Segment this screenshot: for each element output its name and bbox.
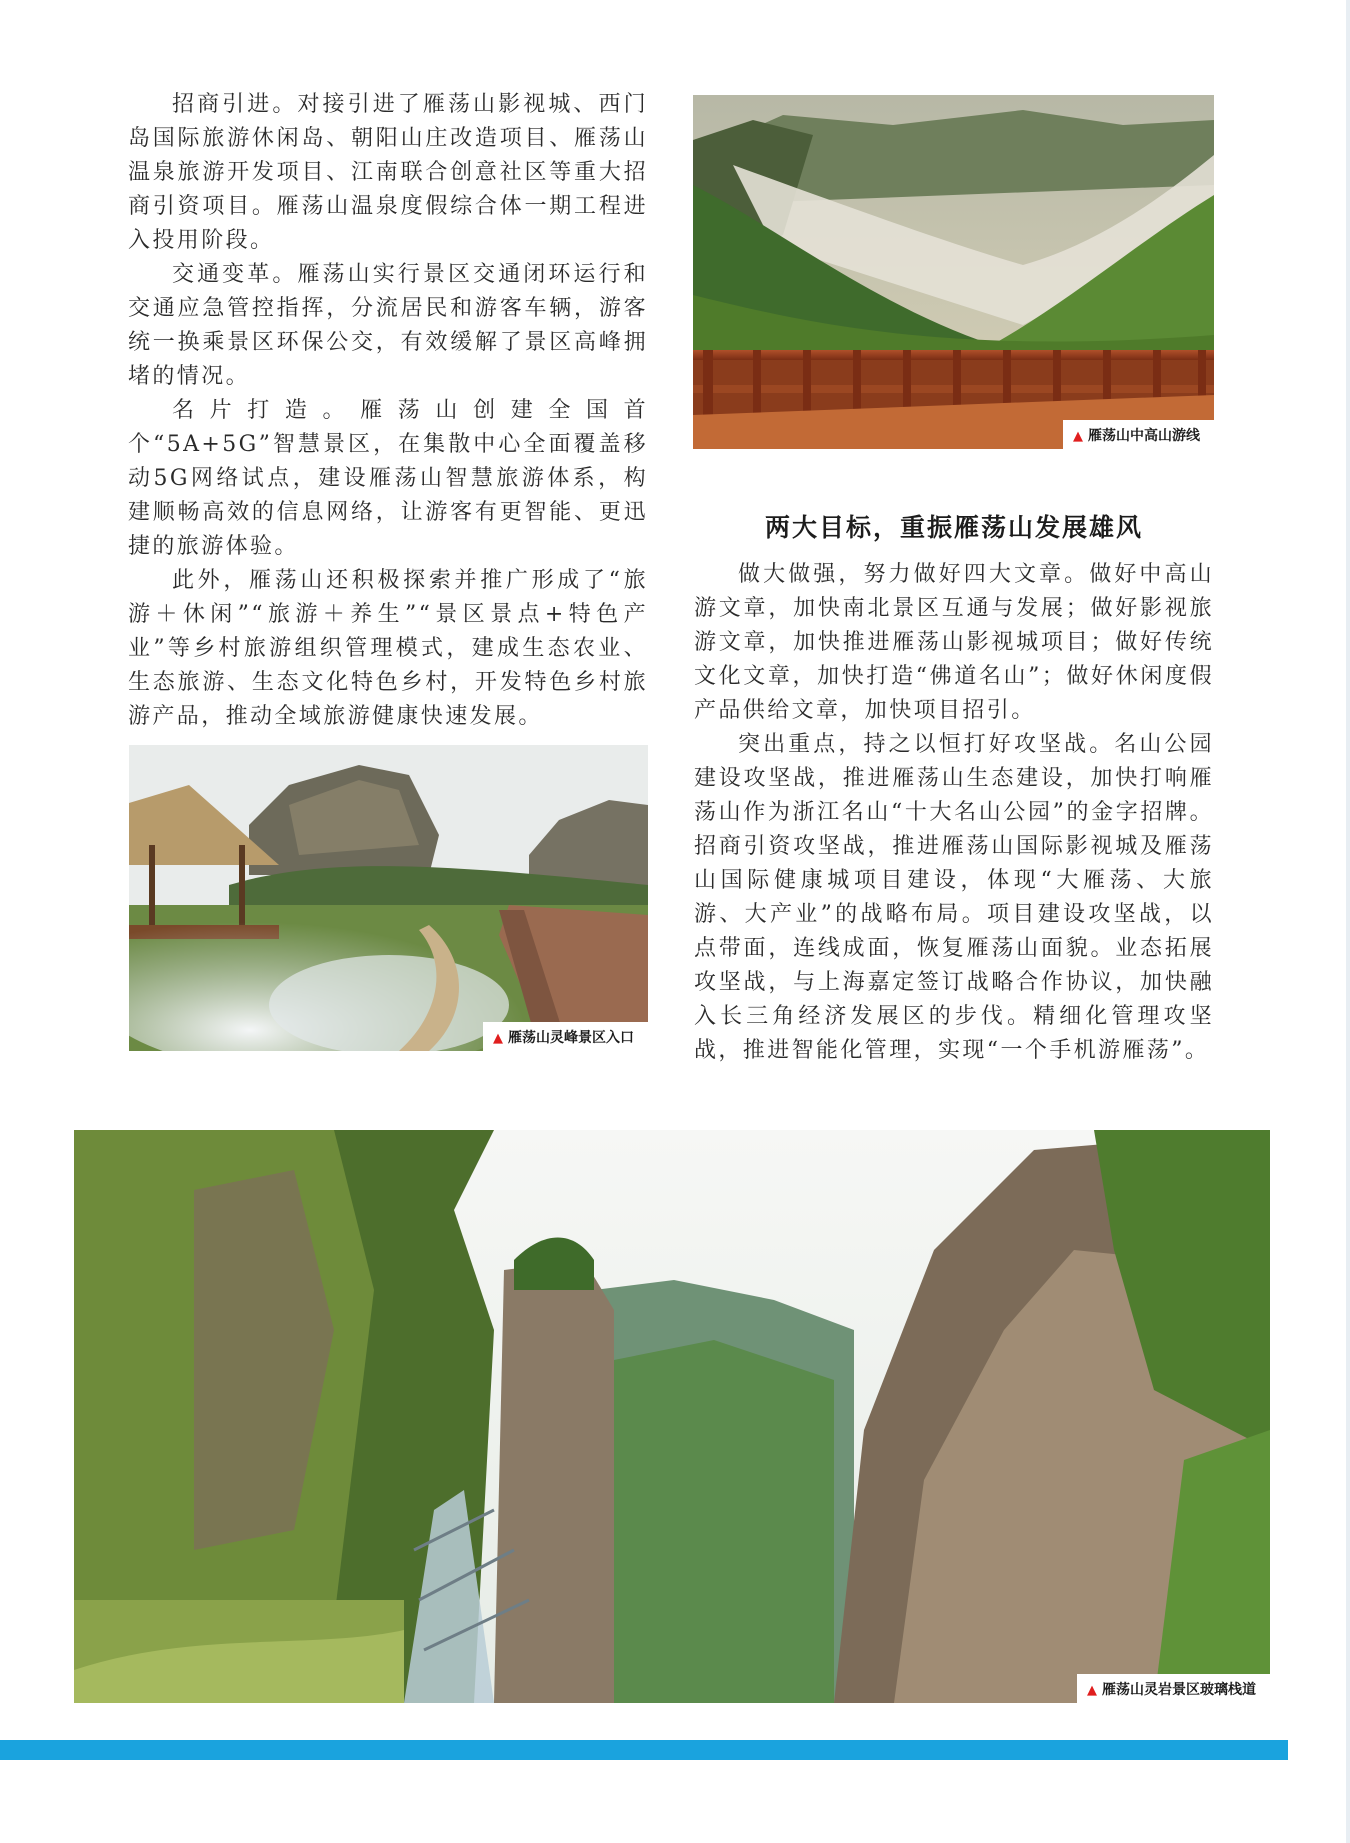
left-column-text — [128, 88, 648, 734]
photo-mountain-trail — [693, 95, 1214, 449]
cliff-gorge-image — [74, 1130, 1270, 1703]
photo-lingfeng-entrance — [129, 745, 648, 1051]
paragraph-branding: 名片打造。雁荡山创建全国首个“5A+5G”智慧景区，在集散中心全面覆盖移动5G网络试点，建设雁荡山智慧旅游体系，构建顺畅高效的信息网络，让游客有更智能、更迅捷的旅游体验。 — [128, 398, 648, 559]
paragraph-investment: 招商引进。对接引进了雁荡山影视城、西门岛国际旅游休闲岛、朝阳山庄改造项目、雁荡山温泉旅游开发项目、江南联合创意社区等重大招商引资项目。雁荡山温泉度假综合体一期工程进入投用阶段。 — [128, 92, 648, 253]
caption-lingfeng-entrance — [483, 1022, 648, 1051]
caption-text: 雁荡山中高山游线 — [1088, 428, 1200, 444]
paragraph-transport: 交通变革。雁荡山实行景区交通闭环运行和交通应急管控指挥，分流居民和游客车辆，游客统一换乘景区环保公交，有效缓解了景区高峰拥堵的情况。 — [128, 262, 648, 389]
hot-spring-pavilion-image — [129, 745, 648, 1051]
caption-glass-walkway — [1077, 1674, 1270, 1703]
right-column-text — [694, 558, 1214, 1068]
triangle-marker-icon: ▲ — [493, 1031, 503, 1046]
photo-glass-walkway — [74, 1130, 1270, 1703]
caption-mountain-trail — [1063, 420, 1214, 449]
paragraph-four-articles: 做大做强，努力做好四大文章。做好中高山游文章，加快南北景区互通与发展；做好影视旅游文章，加快推进雁荡山影视城项目；做好传统文化文章，加快打造“佛道名山”；做好休闲度假产品供给文章，加快项目招引。 — [694, 562, 1214, 723]
paragraph-key-battles: 突出重点，持之以恒打好攻坚战。名山公园建设攻坚战，推进雁荡山生态建设，加快打响雁荡山作为浙江名山“十大名山公园”的金字招牌。招商引资攻坚战，推进雁荡山国际影视城及雁荡山国际健康城项目建设，体现“大雁荡、大旅游、大产业”的战略布局。项目建设攻坚战，以点带面，连线成面，恢复雁荡山面貌。业态拓展攻坚战，与上海嘉定签订战略合作协议，加快融入长三角经济发展区的步伐。精细化管理攻坚战，推进智能化管理，实现“一个手机游雁荡”。 — [694, 732, 1214, 1063]
caption-text: 雁荡山灵岩景区玻璃栈道 — [1102, 1682, 1256, 1698]
footer-accent-bar — [0, 1740, 1288, 1760]
triangle-marker-icon: ▲ — [1087, 1683, 1097, 1698]
paragraph-rural-tourism: 此外，雁荡山还积极探索并推广形成了“旅游＋休闲”“旅游＋养生”“景区景点+特色产业”等乡村旅游组织管理模式，建成生态农业、生态旅游、生态文化特色乡村，开发特色乡村旅游产品，推动全域旅游健康快速发展。 — [128, 568, 648, 729]
triangle-marker-icon: ▲ — [1073, 429, 1083, 444]
mountain-valley-image — [693, 95, 1214, 449]
section-heading: 两大目标，重振雁荡山发展雄风 — [764, 513, 1143, 542]
page-edge-strip — [1346, 0, 1350, 1843]
caption-text: 雁荡山灵峰景区入口 — [508, 1030, 634, 1046]
